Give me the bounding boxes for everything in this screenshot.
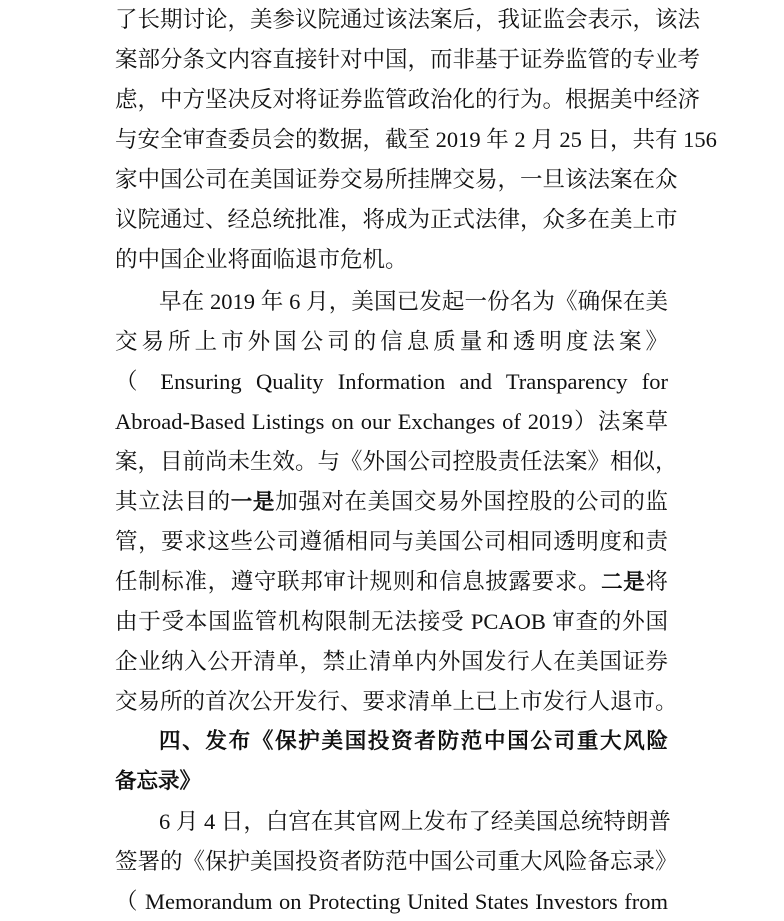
paragraph-line: 家中国公司在美国证券交易所挂牌交易，一旦该法案在众 (115, 167, 678, 192)
text-run: 将 (645, 569, 668, 594)
paragraph-line: 案，目前尚未生效。与《外国公司控股责任法案》相似， (115, 449, 678, 474)
paragraph-line: 由于受本国监管机构限制无法接受 PCAOB 审查的外国 (115, 609, 668, 634)
paragraph-line: （ Memorandum on Protecting United States Investors from (115, 889, 668, 914)
paragraph-line: 交易所上市外国公司的信息质量和透明度法案》 (115, 329, 668, 354)
paragraph-line: 6 月 4 日，白宫在其官网上发布了经美国总统特朗普 (159, 809, 671, 834)
emphasis-second: 二是 (601, 570, 646, 595)
text-run: 其立法目的 (115, 489, 231, 514)
paragraph-line: 了长期讨论，美参议院通过该法案后，我证监会表示，该法 (115, 7, 701, 32)
paragraph-line (115, 563, 668, 601)
paragraph-line: 管，要求这些公司遵循相同与美国公司相同透明度和责 (115, 529, 668, 554)
paragraph-line (115, 483, 668, 521)
paragraph-line: 交易所的首次公开发行、要求清单上已上市发行人退市。 (115, 689, 678, 714)
paragraph-line: 签署的《保护美国投资者防范中国公司重大风险备忘录》 (115, 849, 678, 874)
text-run: 任制标准，遵守联邦审计规则和信息披露要求。 (115, 569, 602, 594)
section-heading: 四、发布《保护美国投资者防范中国公司重大风险 (159, 729, 668, 754)
paragraph-line: 企业纳入公开清单，禁止清单内外国发行人在美国证券 (115, 649, 668, 674)
section-heading-continued: 备忘录》 (115, 769, 202, 794)
paragraph-line: Abroad-Based Listings on our Exchanges of 2019）法案草 (115, 409, 668, 434)
text-run: 加强对在美国交易外国控股的公司的监 (275, 489, 668, 514)
paragraph-line: 案部分条文内容直接针对中国，而非基于证券监管的专业考 (115, 47, 701, 72)
paragraph-line: 与安全审查委员会的数据，截至 2019 年 2 月 25 日，共有 156 (115, 127, 717, 152)
paragraph-line: 议院通过、经总统批准，将成为正式法律，众多在美上市 (115, 207, 678, 232)
paragraph-line: 的中国企业将面临退市危机。 (115, 247, 408, 272)
paragraph-line: 虑，中方坚决反对将证券监管政治化的行为。根据美中经济 (115, 87, 701, 112)
paragraph-line: 早在 2019 年 6 月，美国已发起一份名为《确保在美 (159, 289, 668, 314)
emphasis-first: 一是 (230, 490, 276, 515)
paragraph-line: （ Ensuring Quality Information and Transparency for (115, 369, 668, 394)
